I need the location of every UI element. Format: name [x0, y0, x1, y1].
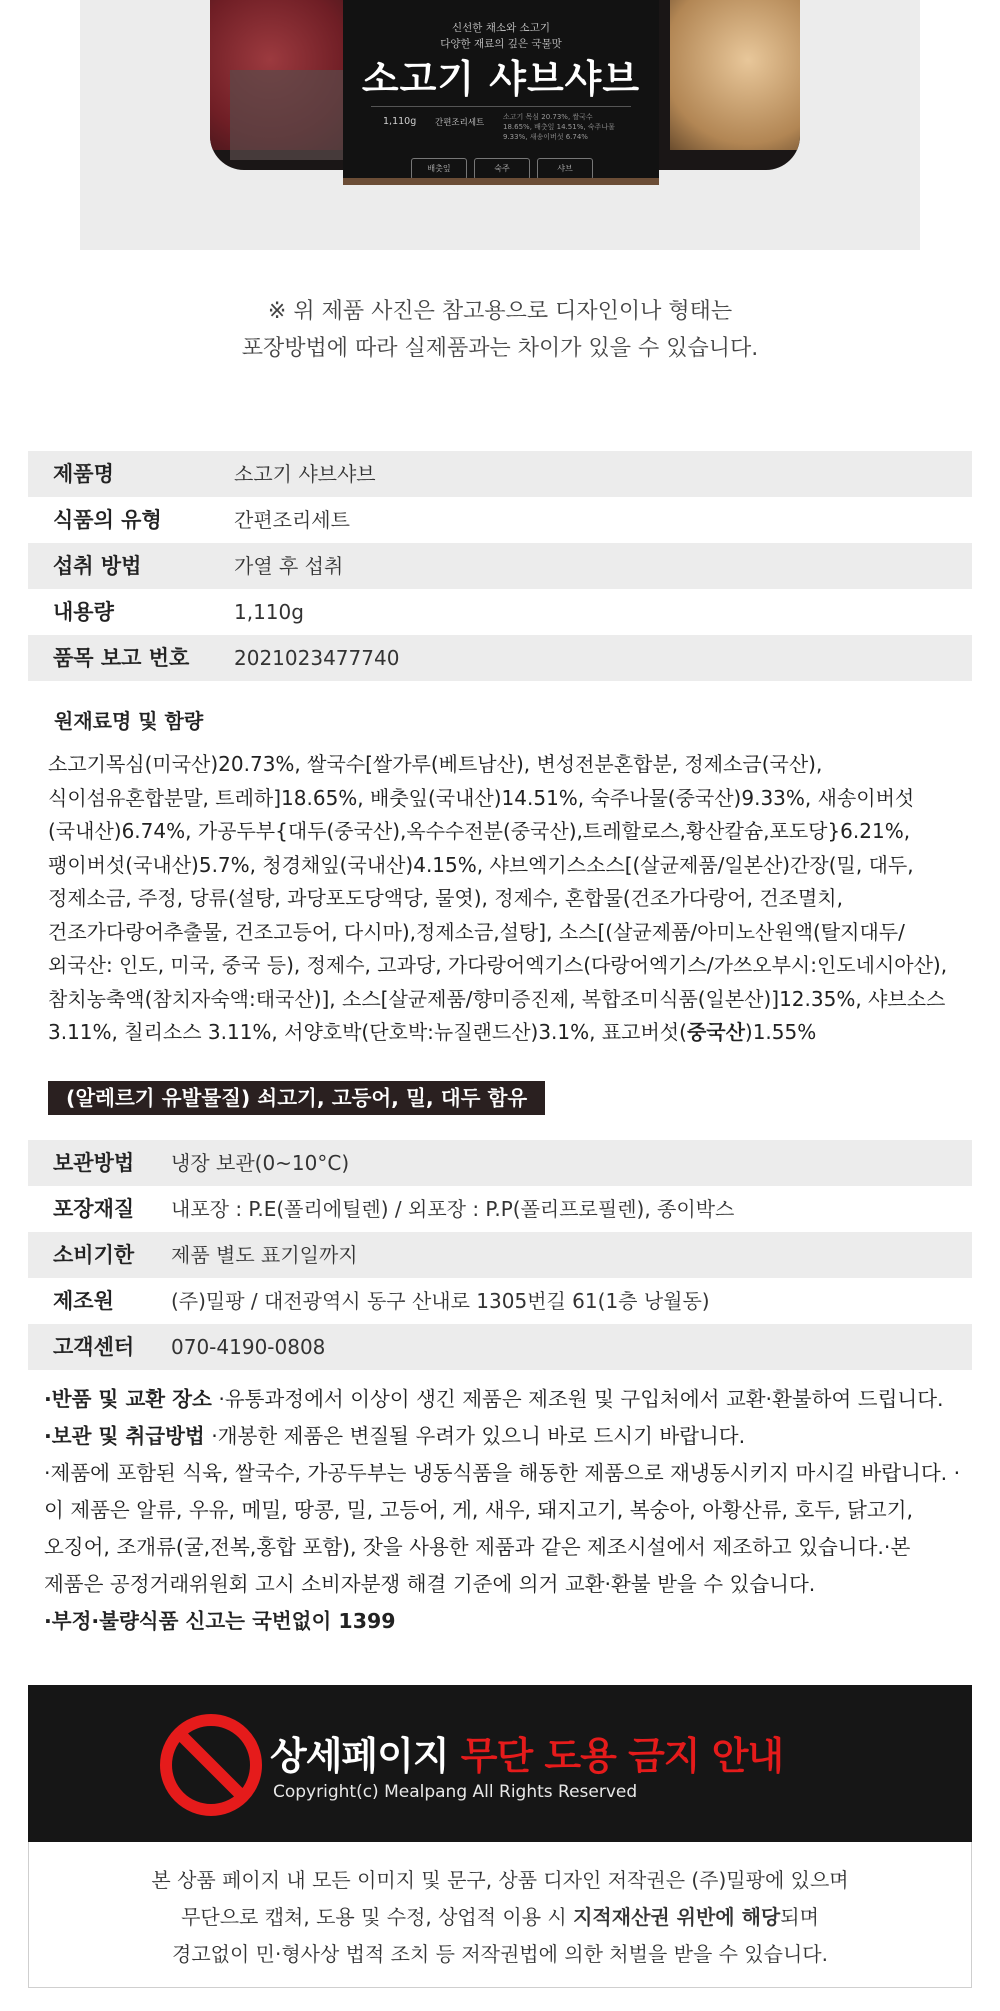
info-key: 내용량	[53, 600, 114, 624]
storage-key: 제조원	[53, 1289, 114, 1313]
ingredients-text: 소고기목심(미국산)20.73%, 쌀국수[쌀가루(베트남산), 변성전분혼합분, 정제소금(국산), 식이섬유혼합분말, 트레하]18.65%, 배춧잎(국내산)14.51%, 숙주나물(중국산)9.33%, 새송이버섯(국내산)6.74%, 가공두부{대두(중국산),옥수수전분(중국산),트레할로스,황산칼슘,포도당}6.21%, 팽이버섯(국내산)5.7%, 청경채잎(국내산)4.15%, 샤브엑기스소스[(살균제품/일본산)간장(밀, 대두, 정제소금, 주정, 당류(설탕, 과당포도당액당, 물엿), 정제수, 혼합물(건조가다랑어, 건조멸치, 건조가다랑어추출물, 건조고등어, 다시마),정제소금,설탕], 소스[(살균제품/아미노산원액(탈지대두/외국산: 인도, 미국, 중국 등), 정제수, 고과당, 가다랑어엑기스(다랑어엑기스/가쓰오부시:인도네시아산), 참치농축액(참치자숙액:태국산)], 소스[살균제품/향미증진제, 복합조미식품(일본산)]12.35%, 샤브소스 3.11%, 칠리소스 3.11%, 서양호박(단호박:뉴질랜드산)3.1%, 표고버섯(중국산)1.55%	[48, 752, 948, 1044]
info-row	[28, 543, 972, 589]
storage-key: 보관방법	[53, 1151, 135, 1175]
info-value: 소고기 샤브샤브	[234, 462, 376, 486]
label-subtitle: 다양한 재료의 깊은 국물맛	[440, 38, 562, 50]
info-row	[28, 497, 972, 543]
storage-value: 냉장 보관(0~10°C)	[171, 1151, 350, 1175]
notice-line: 포장방법에 따라 실제품과는 차이가 있을 수 있습니다.	[241, 336, 759, 361]
storage-row	[28, 1278, 972, 1324]
info-value: 1,110g	[234, 600, 304, 624]
allergy-badge: (알레르기 유발물질) 쇠고기, 고등어, 밀, 대두 함유	[48, 1081, 545, 1115]
label-title: 소고기 샤브샤브	[361, 57, 641, 101]
storage-key: 소비기한	[53, 1243, 135, 1267]
fried-tofu-image	[670, 0, 800, 150]
label-ingredients: 소고기 목심 20.73%, 쌀국수 18.65%, 배춧잎 14.51%, 숙주나물 9.33%, 새송이버섯 6.74%	[503, 113, 615, 141]
prohibited-icon	[158, 1712, 264, 1822]
photo-notice	[0, 293, 1000, 367]
storage-row	[28, 1324, 972, 1370]
info-key: 섭취 방법	[53, 554, 142, 578]
label-badge: 숙주	[474, 158, 530, 180]
label-badge: 샤브	[537, 158, 593, 180]
note-paragraph: ·제품에 포함된 식육, 쌀국수, 가공두부는 냉동식품을 해동한 제품으로 재냉동시키지 마시길 바랍니다. ·이 제품은 알류, 우유, 메밀, 땅콩, 밀, 고등어, 게, 새우, 돼지고기, 복숭아, 아황산류, 호두, 닭고기, 오징어, 조개류(굴,전복,홍합 포함), 잣을 사용한 제품과 같은 제조시설에서 제조하고 있습니다.·본 제품은 공정거래위원회 고시 소비자분쟁 해결 기준에 의거 교환·환불 받을 수 있습니다.	[44, 1461, 961, 1596]
info-row	[28, 589, 972, 635]
info-key: 제품명	[53, 462, 114, 486]
info-key: 품목 보고 번호	[53, 646, 190, 670]
info-value: 간편조리세트	[234, 508, 350, 532]
info-value: 2021023477740	[234, 646, 400, 670]
note-line: ·부정·불량식품 신고는 국번없이 1399	[44, 1609, 396, 1633]
storage-key: 고객센터	[53, 1335, 135, 1359]
label-weight: 1,110g	[383, 116, 417, 127]
label-type: 간편조리세트	[435, 118, 485, 128]
info-value: 가열 후 섭취	[234, 554, 344, 578]
storage-value: (주)밀팡 / 대전광역시 동구 산내로 1305번길 61(1층 낭월동)	[171, 1289, 710, 1313]
storage-key: 포장재질	[53, 1197, 135, 1221]
note-line: ·보관 및 취급방법 ·개봉한 제품은 변질될 우려가 있으니 바로 드시기 바랍니다.	[44, 1424, 746, 1448]
label-badge: 배춧잎	[411, 158, 467, 180]
storage-value: 제품 별도 표기일까지	[171, 1243, 358, 1267]
ingredients-title: 원재료명 및 함량	[54, 709, 204, 733]
product-label	[343, 0, 659, 185]
divider	[371, 106, 631, 107]
note-line: ·반품 및 교환 장소 ·유통과정에서 이상이 생긴 제품은 제조원 및 구입처에서 교환·환불하여 드립니다.	[44, 1387, 944, 1411]
banner-text: 본 상품 페이지 내 모든 이미지 및 문구, 상품 디자인 저작권은 (주)밀팡에 있으며 무단으로 캡쳐, 도용 및 수정, 상업적 이용 시 지적재산권 위반에 해당되며 경고없이 민·형사상 법적 조치 등 저작권법에 의한 처벌을 받을 수 있습니다.	[151, 1868, 849, 1966]
storage-value: 내포장 : P.E(폴리에틸렌) / 외포장 : P.P(폴리프로필렌), 종이박스	[171, 1197, 735, 1221]
storage-row	[28, 1186, 972, 1232]
storage-value: 070-4190-0808	[171, 1335, 326, 1359]
storage-row	[28, 1140, 972, 1186]
info-key: 식품의 유형	[53, 508, 162, 532]
banner-title: 상세페이지 무단 도용 금지 안내	[270, 1734, 784, 1778]
notes-section	[44, 1381, 974, 1640]
info-row	[28, 451, 972, 497]
notice-line: ※ 위 제품 사진은 참고용으로 디자인이나 형태는	[267, 299, 733, 324]
info-row	[28, 635, 972, 681]
label-subtitle: 신선한 채소와 소고기	[452, 22, 550, 34]
banner-copyright: Copyright(c) Mealpang All Rights Reserved	[273, 1782, 638, 1802]
storage-row	[28, 1232, 972, 1278]
